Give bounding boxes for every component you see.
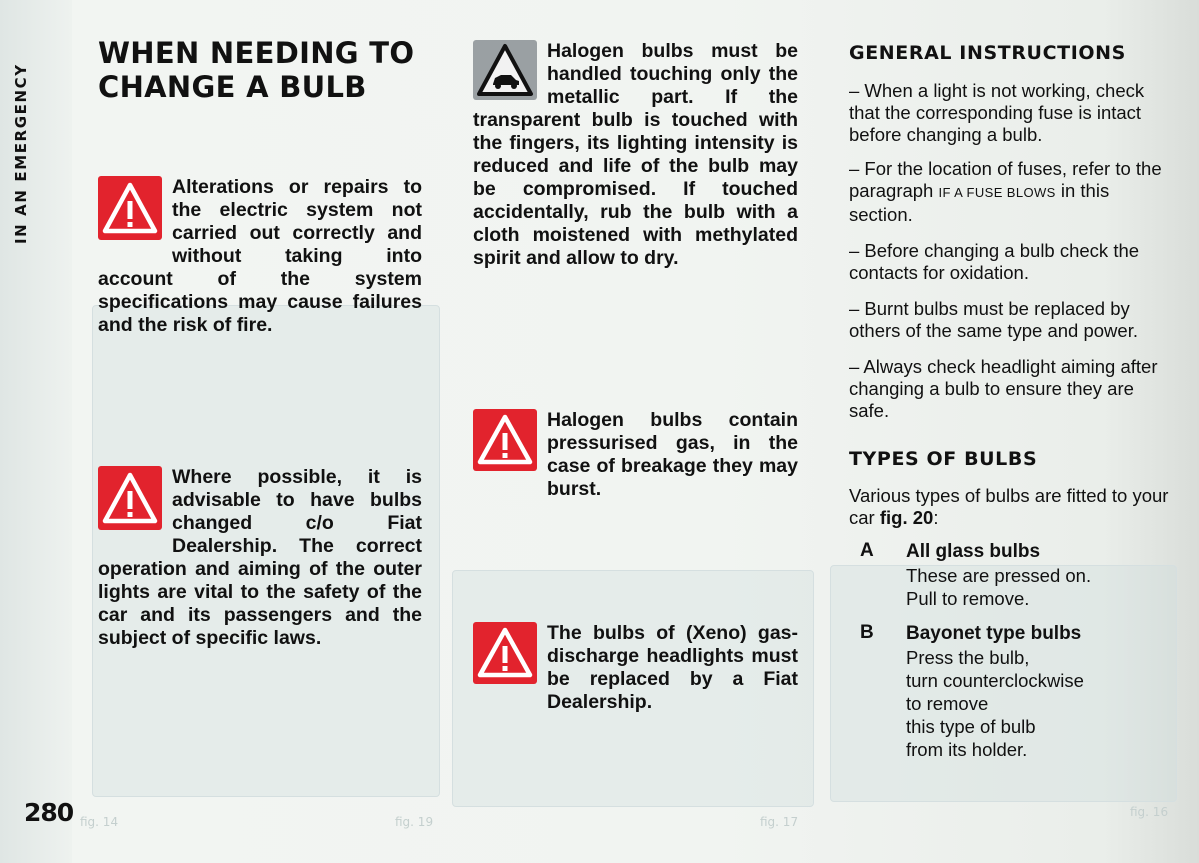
bulb-types-list <box>849 540 1169 773</box>
general-instructions-title: GENERAL INSTRUCTIONS <box>849 42 1126 64</box>
fig-label-17: fig. 17 <box>760 815 799 829</box>
warning-triangle-icon <box>473 409 537 477</box>
bulb-type-name: Bayonet type bulbs <box>906 623 1082 644</box>
warning-halogen-pressure <box>473 409 798 501</box>
bulb-type-b <box>849 622 1169 761</box>
warning-halogen-pressure-text: Halogen bulbs contain pressurised gas, in the case of breakage they may burst. <box>547 409 798 500</box>
warning-triangle-icon <box>98 466 162 536</box>
caution-halogen-handling-text: Halogen bulbs must be handled touching only the metallic part. If the transparent bulb is touched with the fingers, its lighting intensity is reduced and life of the bulb may be compromised. If touched accidentally, rub the bulb with a cloth moistened with methylated spirit and allow to dry. <box>473 40 798 269</box>
fig-label-19: fig. 19 <box>395 815 434 829</box>
types-intro-end: : <box>933 507 939 528</box>
warning-dealership <box>98 466 422 650</box>
types-intro <box>849 485 1169 529</box>
bulb-type-description: These are pressed on. Pull to remove. <box>906 565 1092 609</box>
section-heading: WHEN NEEDING TO CHANGE A BULB <box>98 36 415 104</box>
fuse-blows-reference: IF A FUSE BLOWS <box>938 185 1056 200</box>
bulb-type-name: All glass bulbs <box>906 541 1041 562</box>
warning-xeno <box>473 622 798 714</box>
instruction-fuse-location-start: – For the location of fuses, refer to the paragraph <box>849 158 1162 201</box>
figure-reference: fig. 20 <box>879 507 934 528</box>
bulb-type-a <box>849 540 1169 610</box>
instruction-fuse-check: – When a light is not working, check that the corresponding fuse is intact before changing a bulb. <box>849 80 1145 145</box>
side-tab-label: IN AN EMERGENCY <box>12 63 30 244</box>
types-intro-start: Various types of bulbs are fitted to your car <box>849 485 1169 528</box>
instruction-oxidation: – Before changing a bulb check the contacts for oxidation. <box>849 240 1140 283</box>
warning-alterations-text: Alterations or repairs to the electric system not carried out correctly and without taking into account of the system specifications may cause failures and the risk of fire. <box>98 176 422 336</box>
page-number: 280 <box>24 798 74 827</box>
warning-dealership-text: Where possible, it is advisable to have bulbs changed c/o Fiat Dealership. The correct operation and aiming of the outer lights are vital to the safety of the car and its passengers and the subject of specific laws. <box>98 466 422 649</box>
instruction-replacement: – Burnt bulbs must be replaced by others of the same type and power. <box>849 298 1138 341</box>
bulb-type-letter: A <box>860 540 874 561</box>
side-tab <box>0 0 72 863</box>
warning-triangle-icon <box>473 622 537 690</box>
bulb-type-description: Press the bulb, turn counterclockwise to remove this type of bulb from its holder. <box>906 647 1084 760</box>
fig-label-16: fig. 16 <box>1130 805 1169 819</box>
caution-halogen-handling <box>473 40 798 270</box>
instruction-fuse-location-end: in this section. <box>849 180 1110 225</box>
fig-label-14: fig. 14 <box>80 815 119 829</box>
instruction-fuse-location <box>849 158 1169 226</box>
bulb-type-letter: B <box>860 622 874 643</box>
warning-alterations <box>98 176 422 337</box>
warning-triangle-icon <box>98 176 162 246</box>
types-of-bulbs-title: TYPES OF BULBS <box>849 448 1038 470</box>
instruction-aiming: – Always check headlight aiming after changing a bulb to ensure they are safe. <box>849 356 1158 421</box>
car-caution-icon <box>473 40 537 106</box>
warning-xeno-text: The bulbs of (Xeno) gas-discharge headlights must be replaced by a Fiat Dealership. <box>547 622 798 713</box>
